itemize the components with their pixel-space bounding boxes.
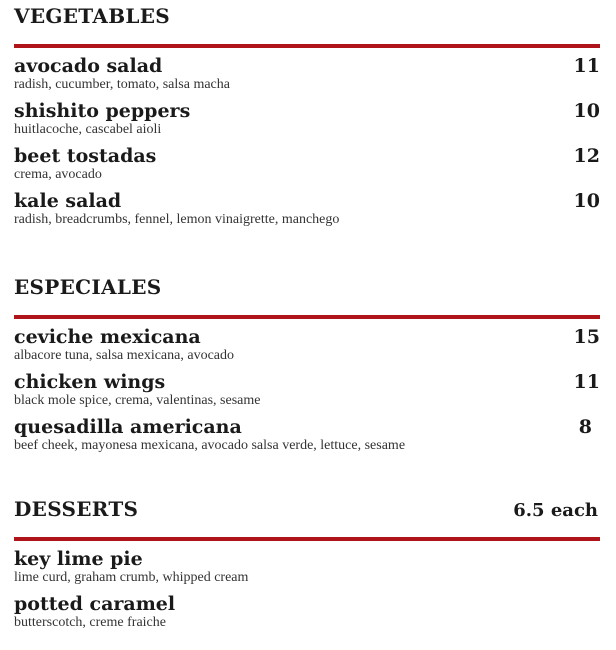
menu-item [14, 593, 600, 631]
item-description: black mole spice, crema, valentinas, sesame [14, 393, 261, 408]
section-divider [14, 537, 600, 541]
item-name: quesadilla americana [14, 416, 242, 438]
item-description: beef cheek, mayonesa mexicana, avocado salsa verde, lettuce, sesame [14, 438, 406, 453]
section-divider [14, 44, 600, 48]
item-name: kale salad [14, 190, 122, 212]
item-price: 11 [573, 55, 600, 77]
item-description: huitlacoche, cascabel aioli [14, 122, 162, 137]
item-description: lime curd, graham crumb, whipped cream [14, 570, 249, 585]
item-description: albacore tuna, salsa mexicana, avocado [14, 348, 235, 363]
section-title: DESSERTS [14, 497, 139, 521]
item-price: 15 [573, 326, 600, 348]
menu-item [14, 548, 600, 586]
item-name: chicken wings [14, 371, 166, 393]
section-title: ESPECIALES [14, 275, 162, 299]
item-description: butterscotch, creme fraiche [14, 615, 166, 630]
menu-item [14, 55, 600, 93]
item-description: radish, breadcrumbs, fennel, lemon vinaigrette, manchego [14, 212, 340, 227]
section-header [14, 275, 600, 305]
item-name: key lime pie [14, 548, 143, 570]
item-price: 10 [573, 100, 600, 122]
item-price: 11 [573, 371, 600, 393]
section-especiales [14, 275, 600, 454]
menu-item [14, 416, 600, 454]
section-desserts [14, 497, 600, 631]
menu-item [14, 371, 600, 409]
menu-item [14, 145, 600, 183]
item-name: shishito peppers [14, 100, 191, 122]
section-header [14, 497, 600, 527]
item-price: 12 [573, 145, 600, 167]
section-divider [14, 315, 600, 319]
section-vegetables [14, 4, 600, 228]
section-price-note: 6.5 each [513, 500, 598, 521]
item-name: ceviche mexicana [14, 326, 201, 348]
menu-item [14, 100, 600, 138]
menu-item [14, 190, 600, 228]
item-description: crema, avocado [14, 167, 102, 182]
menu-item [14, 326, 600, 364]
item-description: radish, cucumber, tomato, salsa macha [14, 77, 230, 92]
section-header [14, 4, 600, 34]
item-name: potted caramel [14, 593, 176, 615]
item-price: 8 [578, 416, 592, 438]
item-name: avocado salad [14, 55, 163, 77]
item-name: beet tostadas [14, 145, 157, 167]
item-price: 10 [573, 190, 600, 212]
section-title: VEGETABLES [14, 4, 171, 28]
